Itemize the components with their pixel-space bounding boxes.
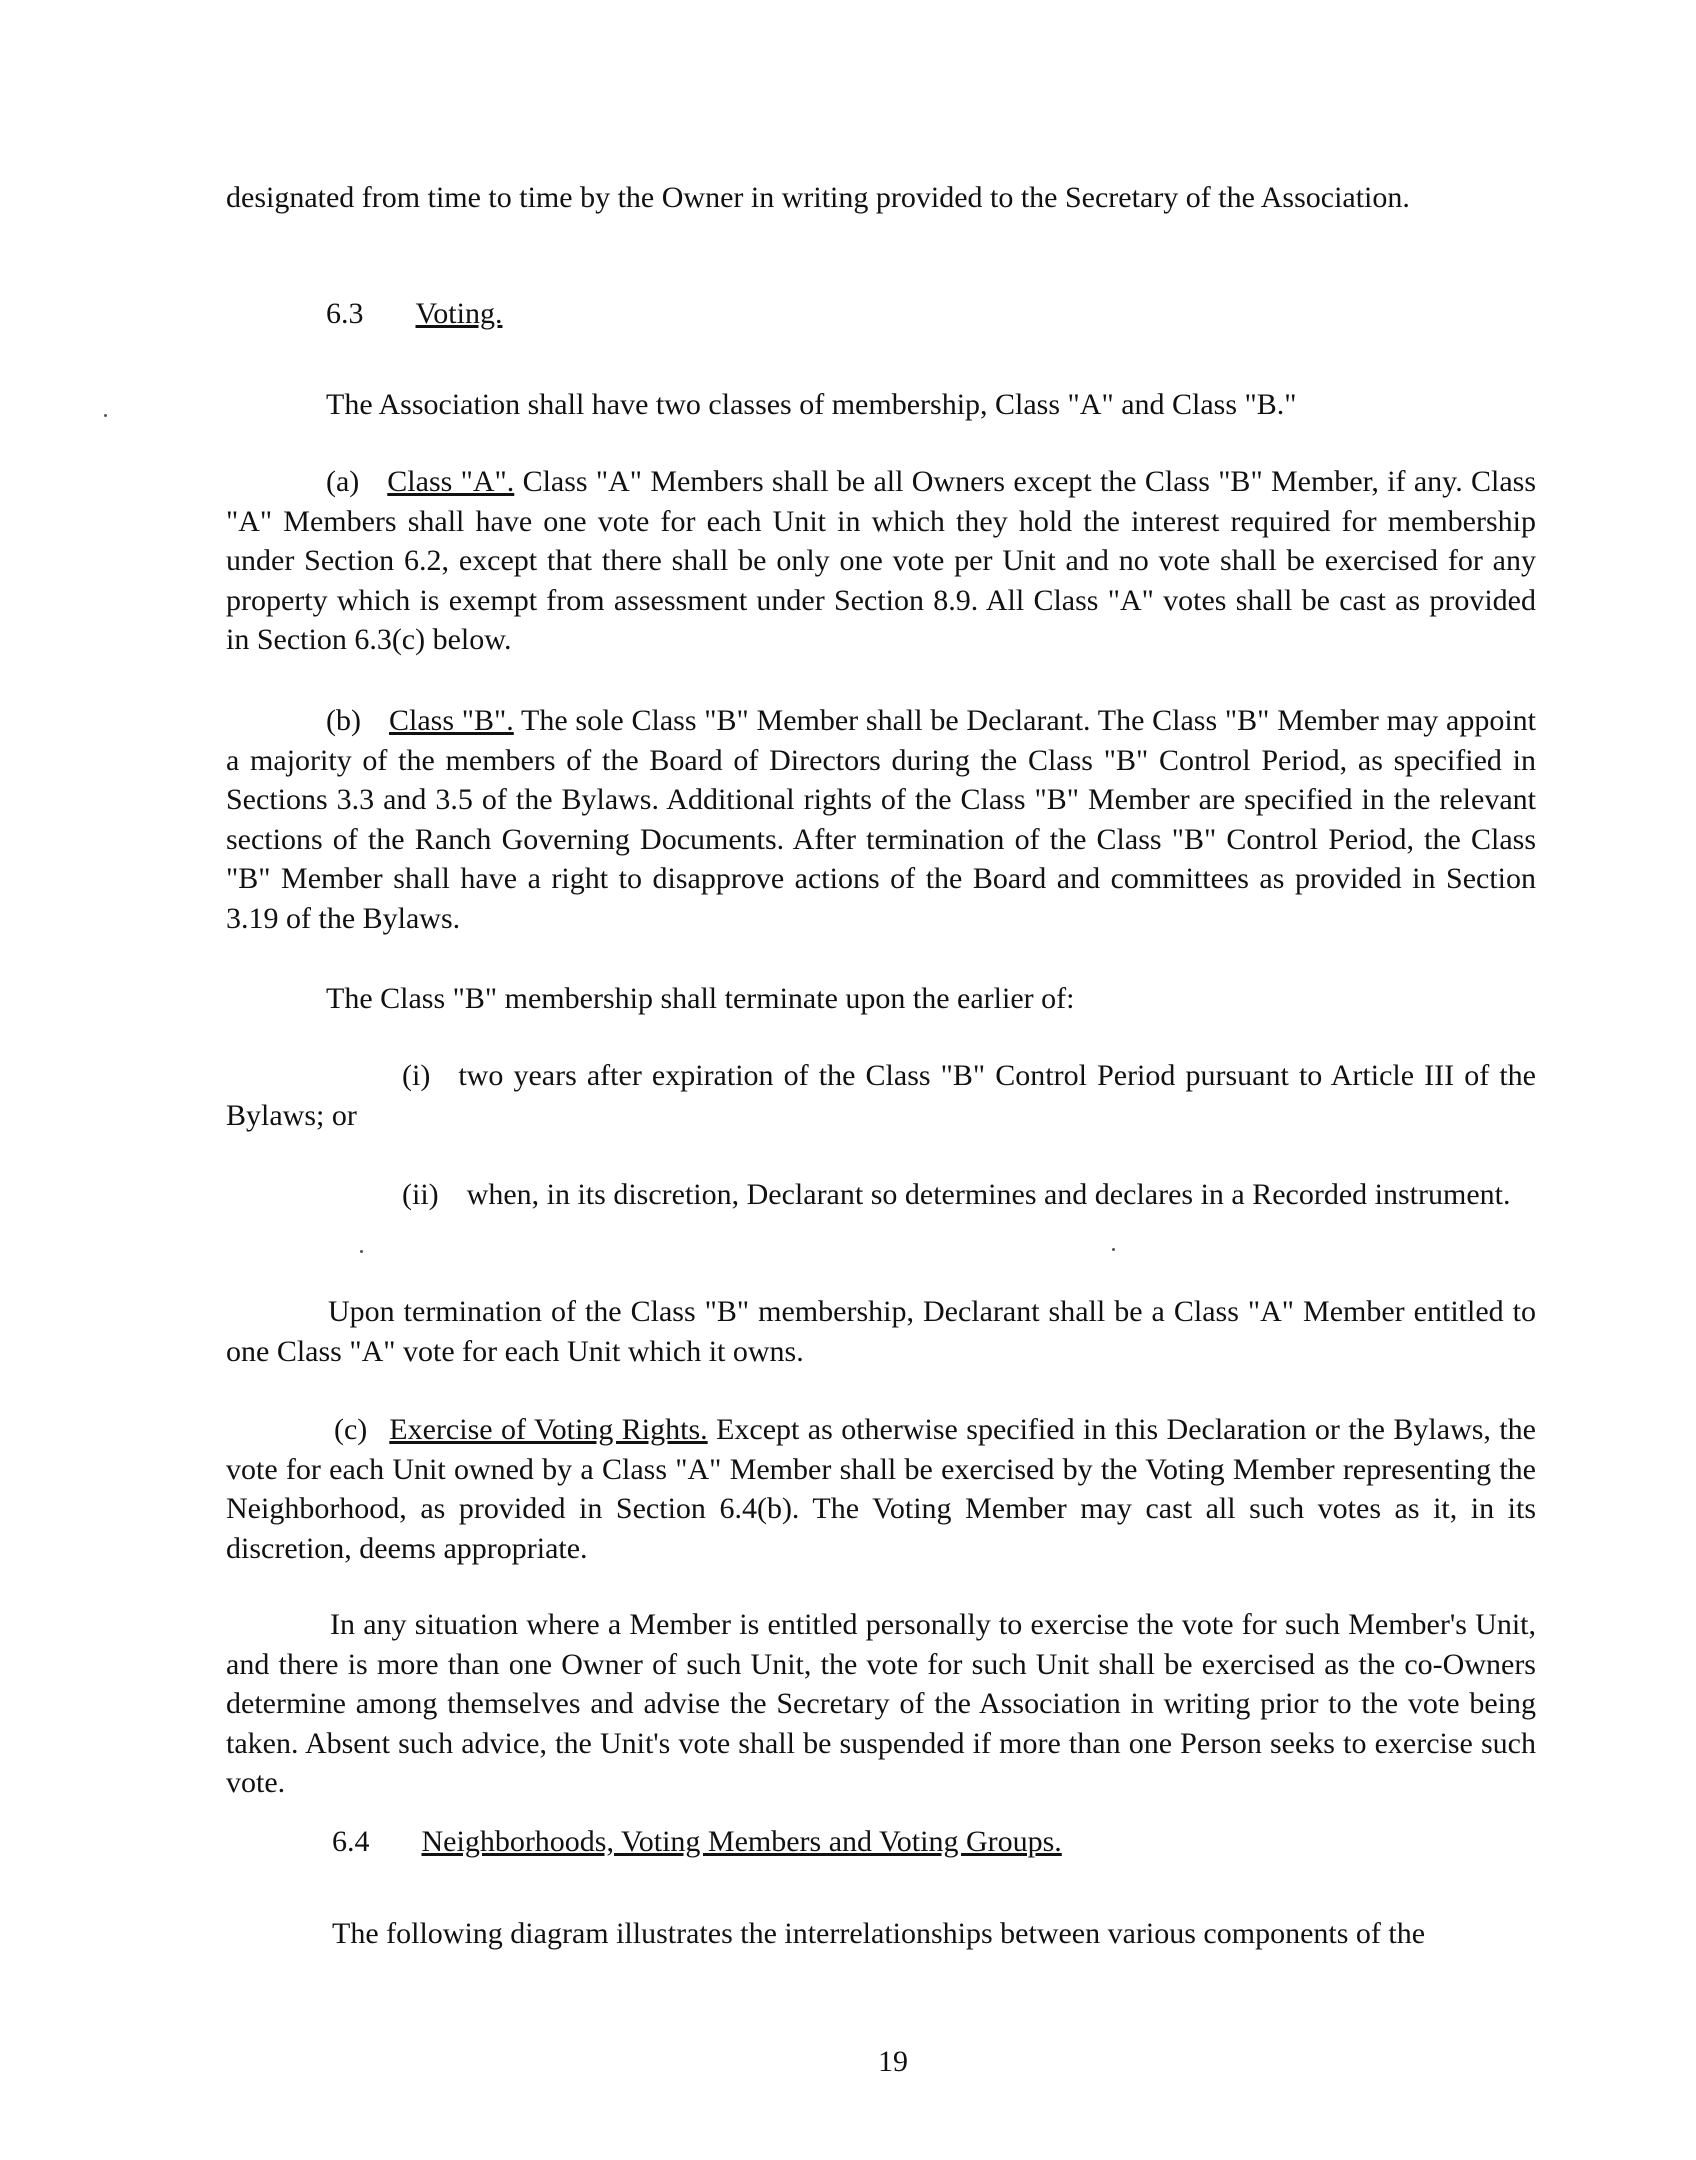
page-number: 19	[878, 2045, 908, 2078]
paragraph-exercise	[226, 1410, 1536, 1568]
item-heading: Class "A".	[387, 465, 515, 498]
item-heading: Class "B".	[388, 704, 514, 737]
paragraph-upon-termination: Upon termination of the Class "B" membership, Declarant shall be a Class "A" Member entitled to one Class "A" vote for each Unit which it owns.	[226, 1295, 1536, 1368]
item-marker: (i)	[402, 1059, 431, 1092]
item-text: two years after expiration of the Class "B" Control Period pursuant to Article III of the Bylaws; or	[226, 1059, 1536, 1132]
item-marker: (ii)	[402, 1178, 439, 1211]
section-number: 6.4	[332, 1825, 370, 1858]
section-6-3-heading	[326, 294, 502, 334]
item-marker: (c)	[334, 1413, 368, 1446]
section-number: 6.3	[326, 297, 364, 330]
paragraph-situation: In any situation where a Member is entitled personally to exercise the vote for such Member's Unit, and there is more than one Owner of such Unit, the vote for such Unit shall be exercised as the co-Owners determine among themselves and advise the Secretary of the Association in writing prior to the vote being taken. Absent such advice, the Unit's vote shall be suspended if more than one Person seeks to exercise such vote.	[226, 1608, 1536, 1799]
item-heading: Exercise of Voting Rights.	[389, 1413, 708, 1446]
paragraph-classes: The Association shall have two classes of membership, Class "A" and Class "B."	[326, 388, 1297, 421]
paragraph-class-b	[226, 701, 1536, 938]
paragraph-class-a	[226, 462, 1536, 660]
item-marker: (b)	[326, 704, 361, 737]
section-title: Neighborhoods, Voting Members and Voting Groups.	[421, 1825, 1062, 1858]
item-text: Except as otherwise specified in this Declaration or the Bylaws, the vote for each Unit owned by a Class "A" Member shall be exercised by the Voting Member representing the Neighborhood, as provided in Section 6.4(b). The Voting Member may cast all such votes as it, in its discretion, deems appropriate.	[226, 1413, 1536, 1565]
list-item-i	[226, 1056, 1536, 1135]
section-title: Voting.	[415, 297, 503, 330]
item-text: The sole Class "B" Member shall be Declarant. The Class "B" Member may appoint a majority of the members of the Board of Directors during the Class "B" Control Period, as specified in Sections 3.3 and 3.5 of the Bylaws. Additional rights of the Class "B" Member are specified in the relevant sections of the Ranch Governing Documents. After termination of the Class "B" Control Period, the Class "B" Member shall have a right to disapprove actions of the Board and committees as provided in Section 3.19 of the Bylaws.	[226, 704, 1536, 935]
paragraph-diagram: The following diagram illustrates the interrelationships between various components of the	[332, 1917, 1426, 1950]
section-6-4-heading	[332, 1822, 1062, 1862]
scan-speck	[1112, 1248, 1115, 1251]
scan-speck	[104, 414, 107, 417]
paragraph-intro: designated from time to time by the Owner in writing provided to the Secretary of the Association.	[226, 181, 1410, 214]
list-item-ii	[226, 1175, 1536, 1215]
scan-speck	[360, 1250, 363, 1253]
item-text: Class "A" Members shall be all Owners except the Class "B" Member, if any. Class "A" Members shall have one vote for each Unit in which they hold the interest required for membership under Section 6.2, except that there shall be only one vote per Unit and no vote shall be exercised for any property which is exempt from assessment under Section 8.9. All Class "A" votes shall be cast as provided in Section 6.3(c) below.	[226, 465, 1536, 656]
item-marker: (a)	[326, 465, 360, 498]
paragraph-terminate: The Class "B" membership shall terminate upon the earlier of:	[326, 982, 1075, 1015]
item-text: when, in its discretion, Declarant so determines and declares in a Recorded instrument.	[466, 1178, 1511, 1211]
